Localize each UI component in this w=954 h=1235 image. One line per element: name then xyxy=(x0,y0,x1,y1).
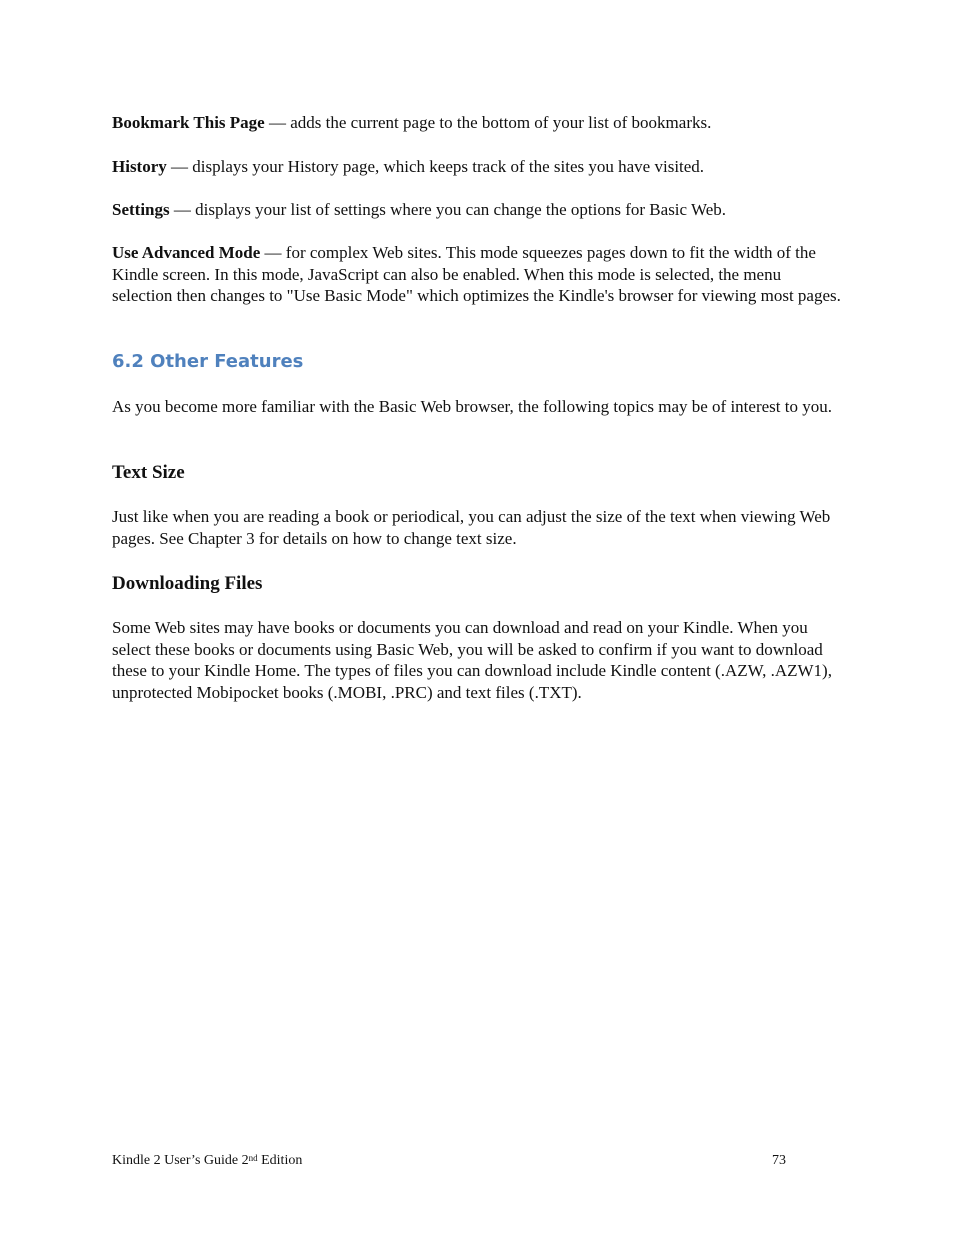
section-heading: 6.2 Other Features xyxy=(112,351,304,372)
menu-item-history xyxy=(112,156,842,178)
menu-item-description: — displays your list of settings where you can change the options for Basic Web. xyxy=(169,200,727,219)
menu-item-description: — adds the current page to the bottom of your list of bookmarks. xyxy=(264,113,712,132)
downloading-files-body: Some Web sites may have books or documents you can download and read on your Kindle. When you select these books or documents using Basic Web, you will be asked to confirm if you want to download these to your Kindle Home. The types of files you can download include Kindle content (.AZW, .AZW1), unprotected Mobipocket books (.MOBI, .PRC) and text files (.TXT). xyxy=(112,618,832,703)
downloading-files-heading: Downloading Files xyxy=(112,573,263,594)
menu-item-term: Settings xyxy=(112,200,170,219)
menu-item-term: History xyxy=(112,157,167,176)
page-number: 73 xyxy=(772,1153,786,1168)
menu-item-settings xyxy=(112,199,842,221)
menu-item-bookmark xyxy=(112,112,842,134)
text-size-body: Just like when you are reading a book or periodical, you can adjust the size of the text when viewing Web pages. See Chapter 3 for details on how to change text size. xyxy=(112,507,831,548)
section-intro: As you become more familiar with the Basic Web browser, the following topics may be of interest to you. xyxy=(112,397,832,416)
menu-item-term: Use Advanced Mode xyxy=(112,243,261,262)
menu-item-description: — for complex Web sites. This mode squeezes pages down to fit the width of the Kindle screen. In this mode, JavaScript can also be enabled. When this mode is selected, the menu selection then changes to "Use Basic Mode" which optimizes the Kindle's browser for viewing most pages. xyxy=(112,243,841,306)
footer-title: Kindle 2 User’s Guide 2nd Edition xyxy=(112,1153,303,1168)
text-size-heading: Text Size xyxy=(112,462,185,483)
menu-item-term: Bookmark This Page xyxy=(112,113,265,132)
menu-item-advanced-mode xyxy=(112,242,842,307)
menu-item-description: — displays your History page, which keeps track of the sites you have visited. xyxy=(166,157,705,176)
